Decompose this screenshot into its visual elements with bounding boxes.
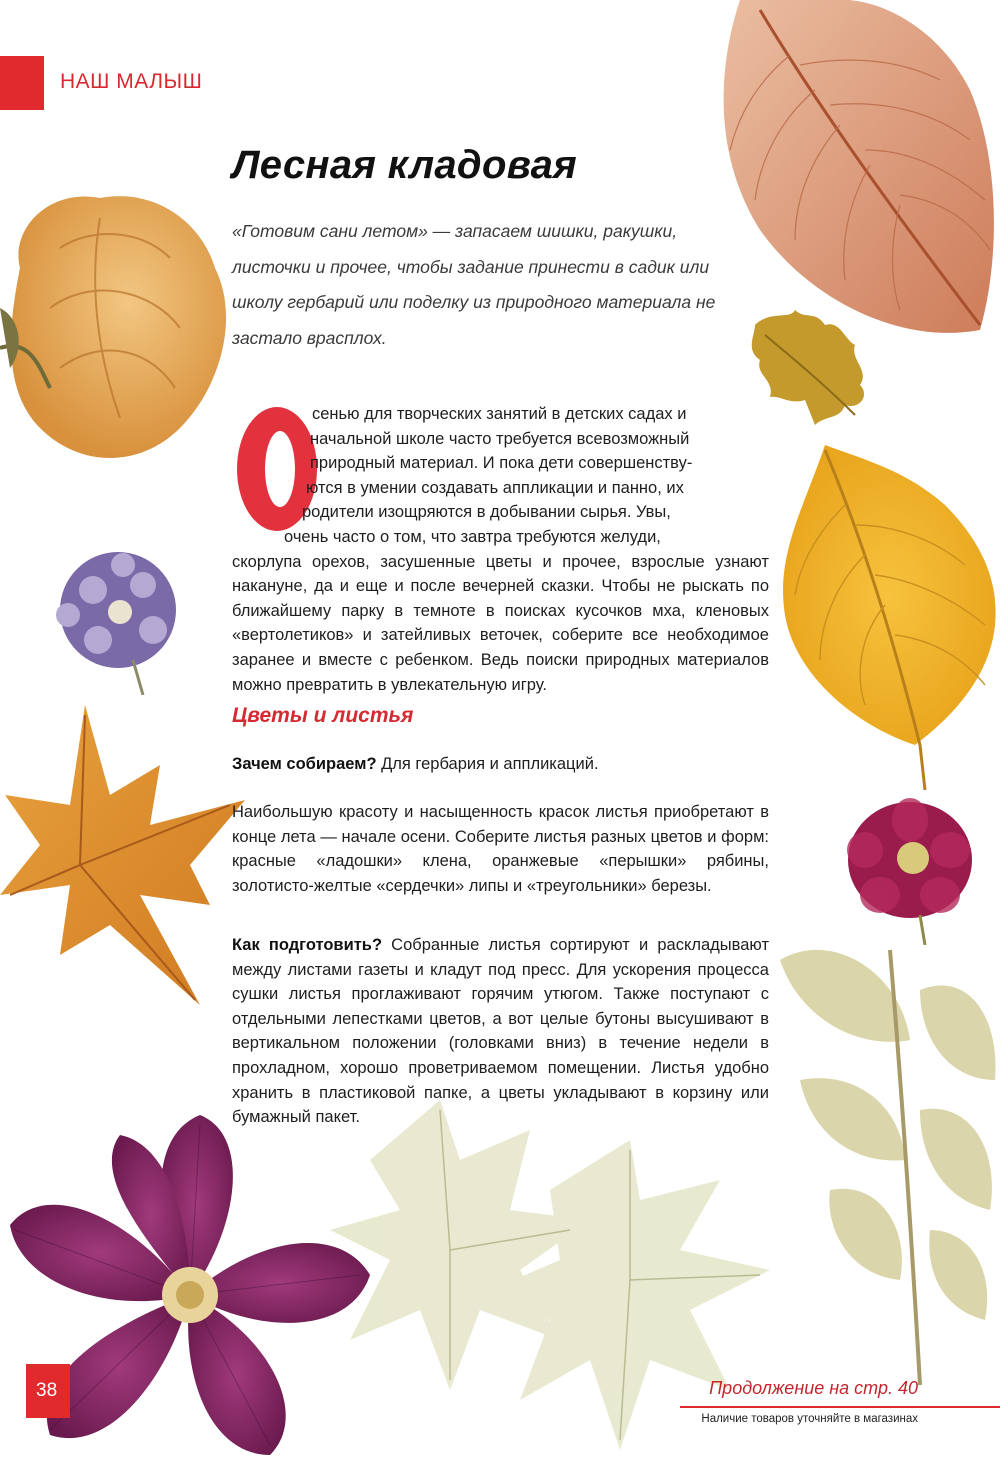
subheading-flowers-leaves: Цветы и листья [232,704,414,727]
paragraph-how-prepare [232,933,769,1130]
intro-line: начальной школе часто требуется всевозможный [310,429,690,448]
continuation-link[interactable]: Продолжение на стр. 40 [709,1378,918,1398]
article-lead: «Готовим сани летом» — запасаем шишки, ракушки, листочки и прочее, чтобы задание принести в садик или школу гербарий или поделку из природного материала не застало врасплох. [232,221,716,348]
article-headline: Лесная кладовая [232,143,578,187]
orange-maple-leaf-illustration [0,705,245,1010]
pale-plant-stem-illustration [770,930,1000,1390]
zinnia-flower-illustration [835,790,985,945]
why-text: Для гербария и аппликаций. [376,755,599,773]
paragraph-why-collect [232,752,769,777]
how-text: Собранные листья сортируют и раскладывают между листами газеты и кладут под пресс. Для ускорения процесса сушки листья проглаживают горячим утюгом. Также поступают с отдельными лепестками цветов, а вот целые бутоны высушивают в вертикальном положении (головками вниз) в течение недели в прохладном, хорошо проветриваемом помещении. Листья удобно хранить в пластиковой папке, а цветы укладывают в корзину или бумажный пакет. [232,936,769,1127]
intro-line: сенью для творческих занятий в детских садах и [312,405,687,423]
intro-line: ются в умении создавать аппликации и панно, их [306,478,684,497]
dried-rose-illustration [0,188,240,498]
how-label: Как подготовить? [232,936,383,954]
section-title: НАШ МАЛЫШ [60,70,203,93]
why-label: Зачем собираем? [232,755,377,773]
yellow-birch-leaf-illustration [775,445,1000,790]
clematis-flower-illustration [0,1115,380,1478]
intro-line: природный материал. И пока дети совершенству- [310,454,693,473]
intro-line: родители изощряются в добывании сырья. Увы, [302,503,671,522]
footer-note: Наличие товаров уточняйте в магазинах [701,1413,918,1425]
section-color-bar [0,56,44,110]
dried-clover-flower-illustration [38,540,198,695]
intro-line: очень часто о том, что завтра требуются желуди, [284,527,661,546]
article-intro [232,402,769,697]
intro-continuation: скорлупа орехов, засушенные цветы и прочее, взрослые узнают накануне, да и еще и после вечерней сказки. Чтобы не рыскать по ближайшему парку в темноте в поисках кусочков мха, кленовых «вертолетиков» и затейливых веточек, соберите все необходимое заранее и вместе с ребенком. Ведь поиски природных материалов можно превратить в увлекательную игру. [232,552,769,694]
paragraph-leaves: Наибольшую красоту и насыщенность красок листья приобретают в конце лета — начале осени. Соберите листья разных цветов и форм: красные «ладошки» клена, оранжевые «перышки» рябины, золотисто-желтые «сердечки» липы и «треугольники» березы. [232,803,769,895]
footer-rule [680,1406,1000,1408]
page-number: 38 [36,1380,58,1401]
